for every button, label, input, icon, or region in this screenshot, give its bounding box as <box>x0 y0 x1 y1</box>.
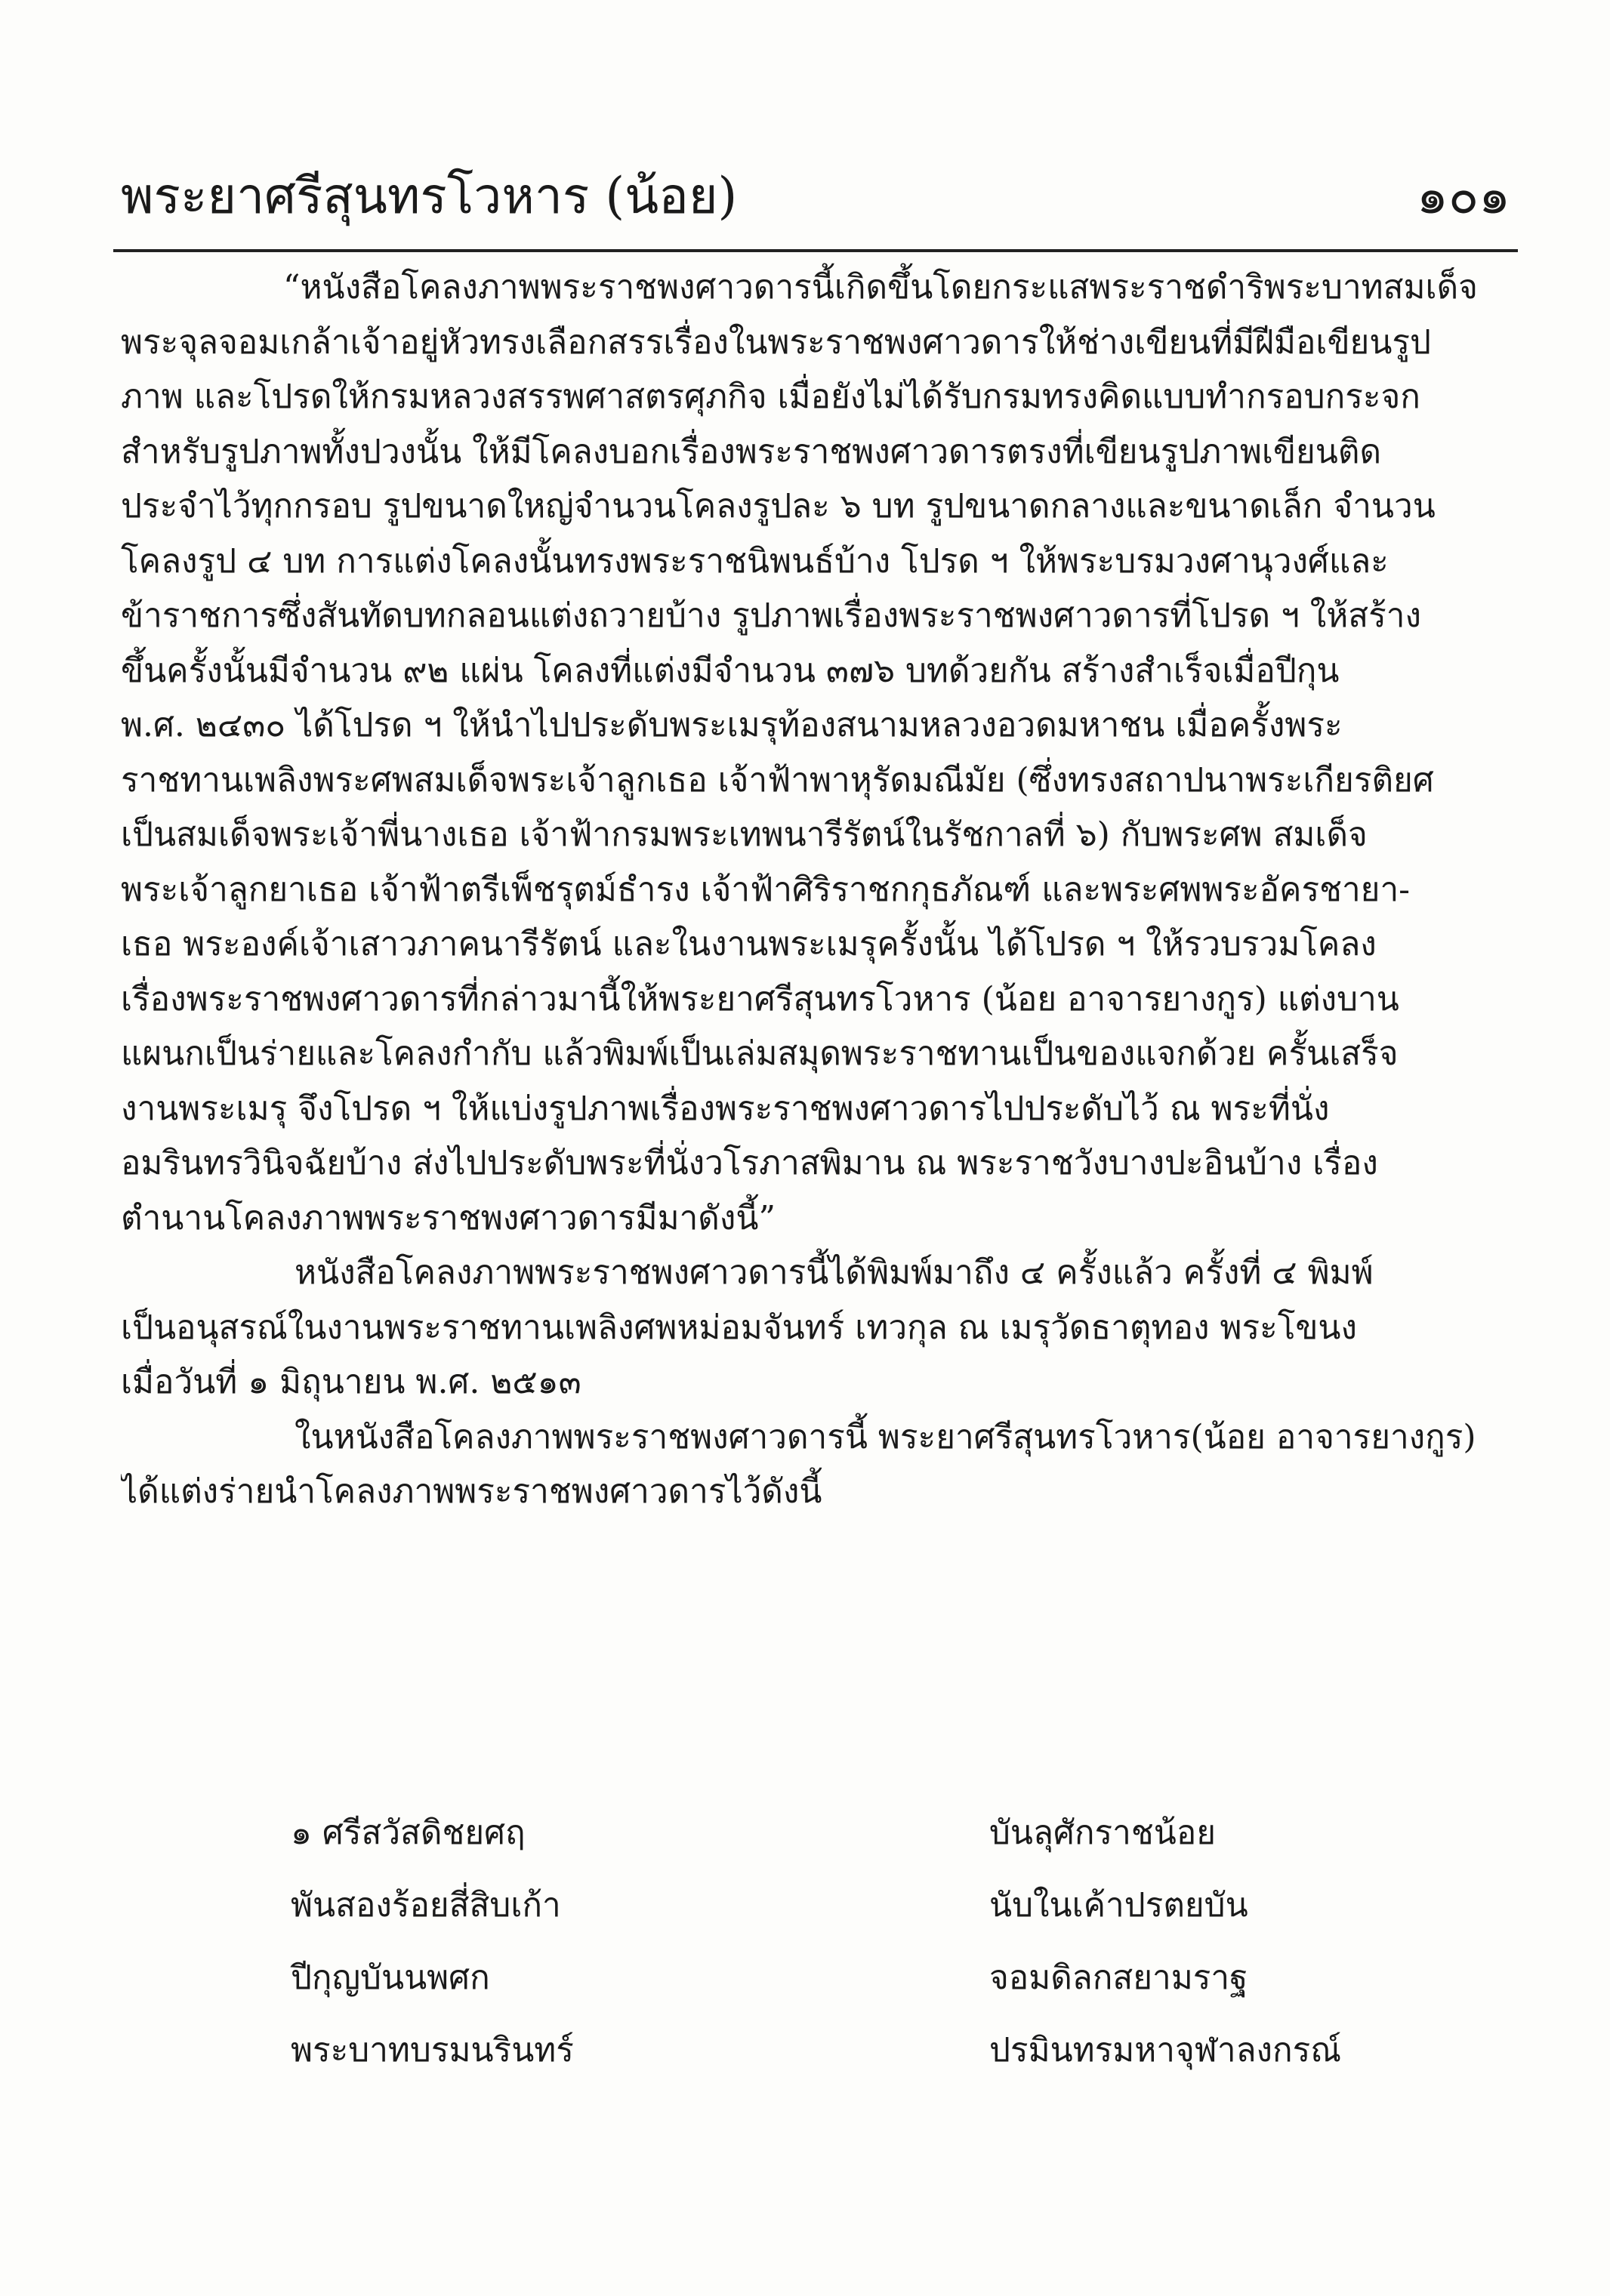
paragraph-1-line: “หนังสือโคลงภาพพระราชพงศาวดารนี้เกิดขึ้นโดยกระแสพระราชดำริพระบาทสมเด็จ <box>283 268 1478 307</box>
paragraph-1-line: เธอ พระองค์เจ้าเสาวภาคนารีรัตน์ และในงานพระเมรุครั้งนั้น ได้โปรด ฯ ให้รวบรวมโคลง <box>121 925 1377 963</box>
paragraph-3-line: ในหนังสือโคลงภาพพระราชพงศาวดารนี้ พระยาศรีสุนทรโวหาร(น้อย อาจารยางกูร) <box>295 1417 1476 1456</box>
paragraph-2-line: เป็นอนุสรณ์ในงานพระราชทานเพลิงศพหม่อมจันทร์ เทวกุล ณ เมรุวัดธาตุทอง พระโขนง <box>121 1308 1357 1347</box>
header-rule <box>113 249 1518 252</box>
poem-row <box>121 2014 1510 2087</box>
poem-verse-left: ปีกุญบันนพศก <box>291 1959 490 1997</box>
poem-row <box>121 1942 1510 2014</box>
paragraph-1-line: โคลงรูป ๔ บท การแต่งโคลงนั้นทรงพระราชนิพนธ์บ้าง โปรด ฯ ให้พระบรมวงศานุวงศ์และ <box>121 541 1389 581</box>
poem-verse-left: พันสองร้อยสี่สิบเก้า <box>291 1886 561 1925</box>
paragraph-1-line: พ.ศ. ๒๔๓๐ ได้โปรด ฯ ให้นำไปประดับพระเมรุท้องสนามหลวงอวดมหาชน เมื่อครั้งพระ <box>121 706 1343 744</box>
paragraph-1-line: ภาพ และโปรดให้กรมหลวงสรรพศาสตรศุภกิจ เมื่อยังไม่ได้รับกรมทรงคิดแบบทำกรอบกระจก <box>121 378 1420 416</box>
paragraph-1-line: เรื่องพระราชพงศาวดารที่กล่าวมานี้ให้พระยาศรีสุนทรโวหาร (น้อย อาจารยางกูร) แต่งบาน <box>121 979 1399 1019</box>
poem-verse-left: ๑ ศรีสวัสดิชยศฤ <box>291 1814 526 1852</box>
running-title: พระยาศรีสุนทรโวหาร (น้อย) <box>121 167 738 225</box>
paragraph-1-line: ตำนานโคลงภาพพระราชพงศาวดารมีมาดังนี้” <box>121 1198 776 1237</box>
poem-row <box>121 1869 1510 1942</box>
body-text <box>121 260 1510 1520</box>
paragraph-1-line: พระจุลจอมเกล้าเจ้าอยู่หัวทรงเลือกสรรเรื่องในพระราชพงศาวดารให้ช่างเขียนที่มีฝีมือเขียนรูป <box>121 322 1431 362</box>
page-number: ๑๐๑ <box>1416 167 1510 225</box>
poem-verse-left: พระบาทบรมนรินทร์ <box>291 2031 574 2069</box>
poem-block <box>121 1797 1510 2087</box>
page-header <box>121 155 1510 245</box>
poem-verse-right: ปรมินทรมหาจุฬาลงกรณ์ <box>989 2031 1342 2069</box>
paragraph-1-line: อมรินทรวินิจฉัยบ้าง ส่งไปประดับพระที่นั่งวโรภาสพิมาน ณ พระราชวังบางปะอินบ้าง เรื่อง <box>121 1144 1378 1182</box>
poem-verse-right: บันลุศักราชน้อย <box>989 1814 1217 1852</box>
paragraph-1-line: ราชทานเพลิงพระศพสมเด็จพระเจ้าลูกเธอ เจ้าฟ้าพาหุรัดมณีมัย (ซึ่งทรงสถาปนาพระเกียรติยศ <box>121 760 1434 800</box>
paragraph-3-line: ได้แต่งร่ายนำโคลงภาพพระราชพงศาวดารไว้ดังนี้ <box>121 1472 822 1511</box>
paragraph-2-line: เมื่อวันที่ ๑ มิถุนายน พ.ศ. ๒๕๑๓ <box>121 1363 581 1401</box>
poem-verse-right: นับในเค้าปรตยบัน <box>989 1886 1248 1925</box>
paragraph-1-line: แผนกเป็นร่ายและโคลงกำกับ แล้วพิมพ์เป็นเล่มสมุดพระราชทานเป็นของแจกด้วย ครั้นเสร็จ <box>121 1034 1399 1073</box>
paragraph-1-line: ข้าราชการซึ่งสันทัดบทกลอนแต่งถวายบ้าง รูปภาพเรื่องพระราชพงศาวดารที่โปรด ฯ ให้สร้าง <box>121 596 1421 635</box>
paragraph-1-line: พระเจ้าลูกยาเธอ เจ้าฟ้าตรีเพ็ชรุตม์ธำรง เจ้าฟ้าศิริราชกกุธภัณฑ์ และพระศพพระอัครชายา- <box>121 870 1411 909</box>
paragraph-2-line: หนังสือโคลงภาพพระราชพงศาวดารนี้ได้พิมพ์มาถึง ๔ ครั้งแล้ว ครั้งที่ ๔ พิมพ์ <box>295 1253 1374 1292</box>
paragraph-1-line: สำหรับรูปภาพทั้งปวงนั้น ให้มีโคลงบอกเรื่องพระราชพงศาวดารตรงที่เขียนรูปภาพเขียนติด <box>121 432 1382 471</box>
paragraph-1-line: เป็นสมเด็จพระเจ้าพี่นางเธอ เจ้าฟ้ากรมพระเทพนารีรัตน์ในรัชกาลที่ ๖) กับพระศพ สมเด็จ <box>121 815 1368 854</box>
poem-verse-right: จอมดิลกสยามราฐ <box>989 1959 1248 1997</box>
poem-row <box>121 1797 1510 1869</box>
paragraph-1-line: ประจำไว้ทุกกรอบ รูปขนาดใหญ่จำนวนโคลงรูปละ ๖ บท รูปขนาดกลางและขนาดเล็ก จำนวน <box>121 487 1436 525</box>
paragraph-1-line: ขึ้นครั้งนั้นมีจำนวน ๙๒ แผ่น โคลงที่แต่งมีจำนวน ๓๗๖ บทด้วยกัน สร้างสำเร็จเมื่อปีกุน <box>121 651 1340 690</box>
paragraph-1-line: งานพระเมรุ จึงโปรด ฯ ให้แบ่งรูปภาพเรื่องพระราชพงศาวดารไปประดับไว้ ณ พระที่นั่ง <box>121 1089 1330 1128</box>
